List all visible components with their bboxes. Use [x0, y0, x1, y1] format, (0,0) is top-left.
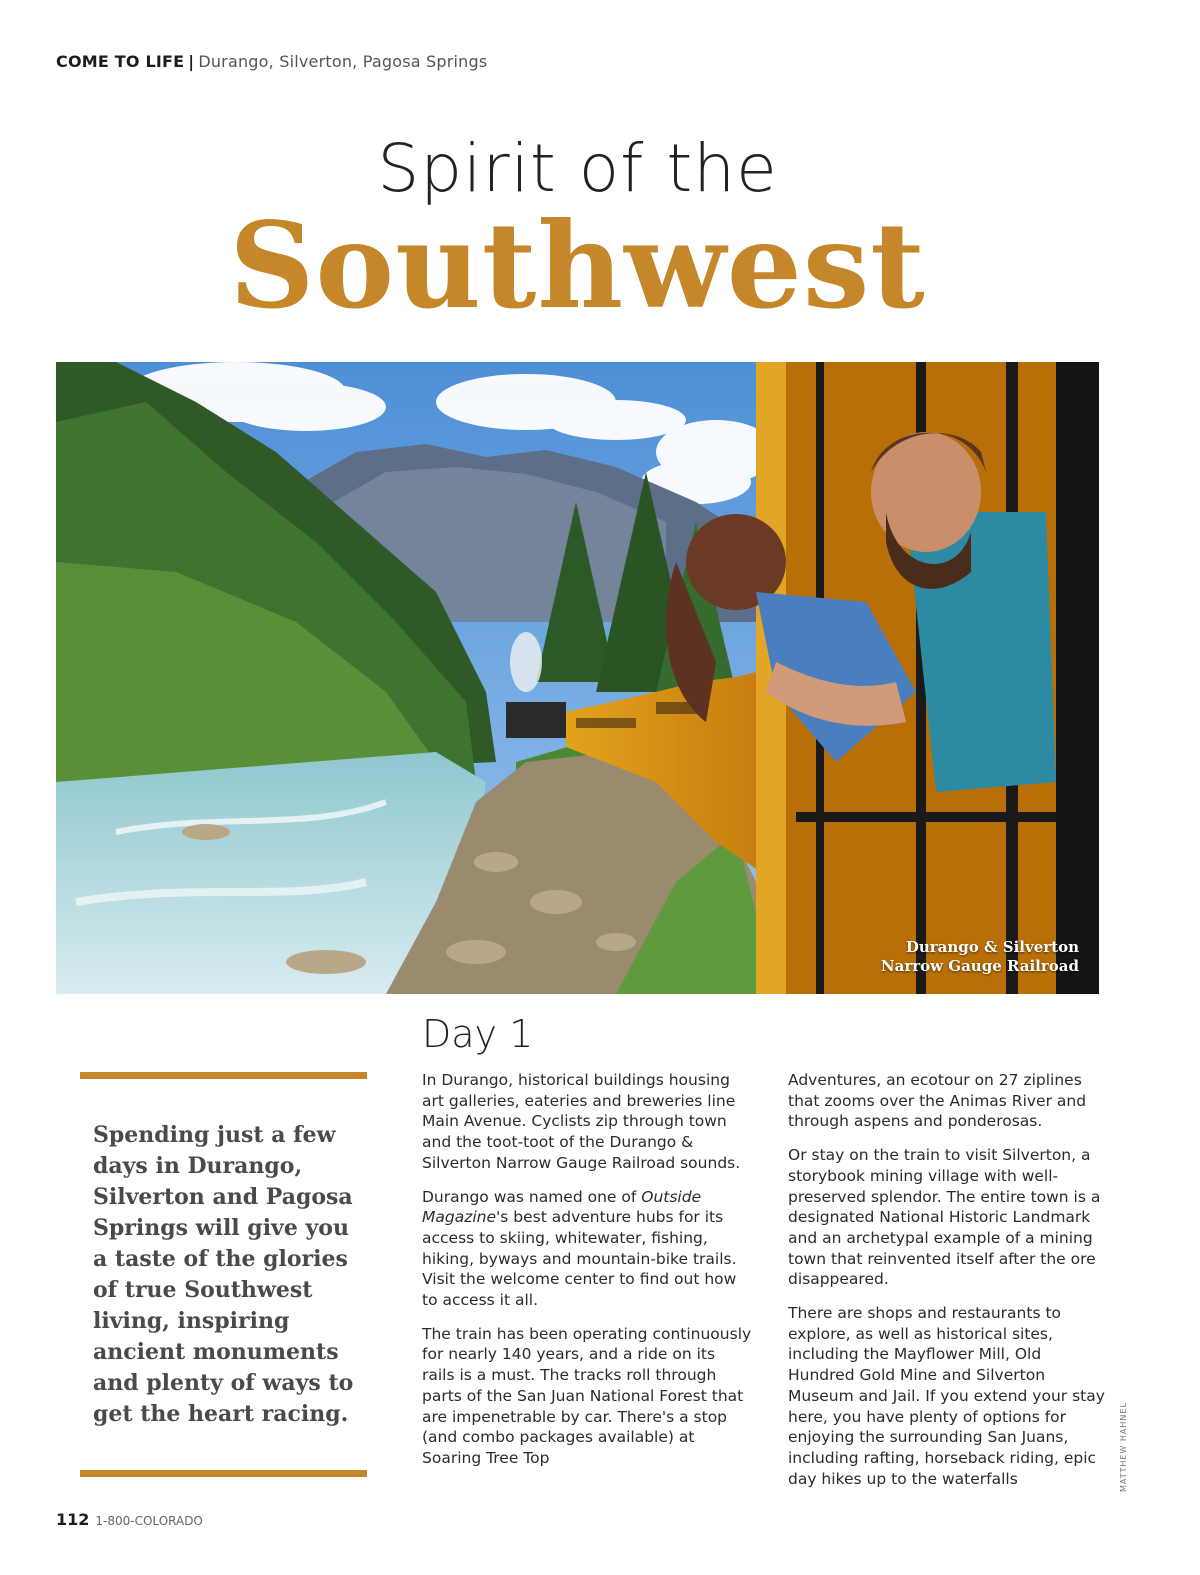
photo-credit: MATTHEW HAHNEL [1119, 1402, 1128, 1492]
day-heading: Day 1 [422, 1012, 534, 1056]
title-line-1: Spirit of the [377, 130, 778, 207]
paragraph-text: 's best adventure hubs for its access to skiing, whitewater, fishing, hiking, byways and mountain-bike trails. Visit the welcome center to find out how to access it all. [422, 1208, 737, 1310]
photo-caption-line-2: Narrow Gauge Railroad [880, 957, 1079, 975]
pull-quote-top-rule [80, 1072, 367, 1079]
article-column-2 [788, 1070, 1106, 1502]
photo-caption [881, 938, 1079, 976]
section-name: COME TO LIFE [56, 52, 185, 71]
paragraph: Adventures, an ecotour on 27 ziplines that zooms over the Animas River and through aspens and ponderosas. [788, 1071, 1087, 1131]
photo-caption-line-1: Durango & Silverton [905, 938, 1079, 956]
article-column-1 [422, 1070, 752, 1482]
pull-quote: Spending just a few days in Durango, Silverton and Pagosa Springs will give you a taste of the glories of true Southwest living, inspiring ancient monuments and plenty of ways to get the heart racing. [93, 1122, 354, 1427]
paragraph: Or stay on the train to visit Silverton, a storybook mining village with well-preserved splendor. The entire town is a designated National Historic Landmark and an archetypal example of a mining town that reinvented itself after the ore disappeared. [788, 1146, 1101, 1289]
publication-name: Outside Magazine [422, 1187, 702, 1227]
hero-photo [56, 362, 1099, 994]
section-header [56, 52, 487, 71]
hero-photo-illustration [56, 362, 1099, 994]
title-line-2: Southwest [229, 196, 926, 335]
paragraph: In Durango, historical buildings housing art galleries, eateries and breweries line Main Avenue. Cyclists zip through town and the toot-toot of the Durango & Silverton Narrow Gauge Railroad sounds. [422, 1071, 741, 1172]
footer-phone: 1-800-COLORADO [95, 1514, 203, 1528]
page-footer [56, 1510, 203, 1529]
header-separator: | [188, 52, 195, 71]
pull-quote-bottom-rule [80, 1470, 367, 1477]
paragraph [422, 1187, 752, 1311]
paragraph: The train has been operating continuously for nearly 140 years, and a ride on its rails is a must. The tracks roll through parts of the San Juan National Forest that are impenetrable by car. There's a stop (and combo packages available) at Soaring Tree Top [422, 1324, 752, 1467]
paragraph: There are shops and restaurants to explore, as well as historical sites, including the Mayflower Mill, Old Hundred Gold Mine and Silverton Museum and Jail. If you extend your stay here, you have plenty of options for enjoying the surrounding San Juans, including rafting, horseback riding, epic day hikes up to the waterfalls [788, 1304, 1105, 1488]
paragraph-text: Durango was named one of [422, 1187, 642, 1206]
page-number: 112 [56, 1510, 90, 1529]
section-places: Durango, Silverton, Pagosa Springs [198, 52, 488, 71]
